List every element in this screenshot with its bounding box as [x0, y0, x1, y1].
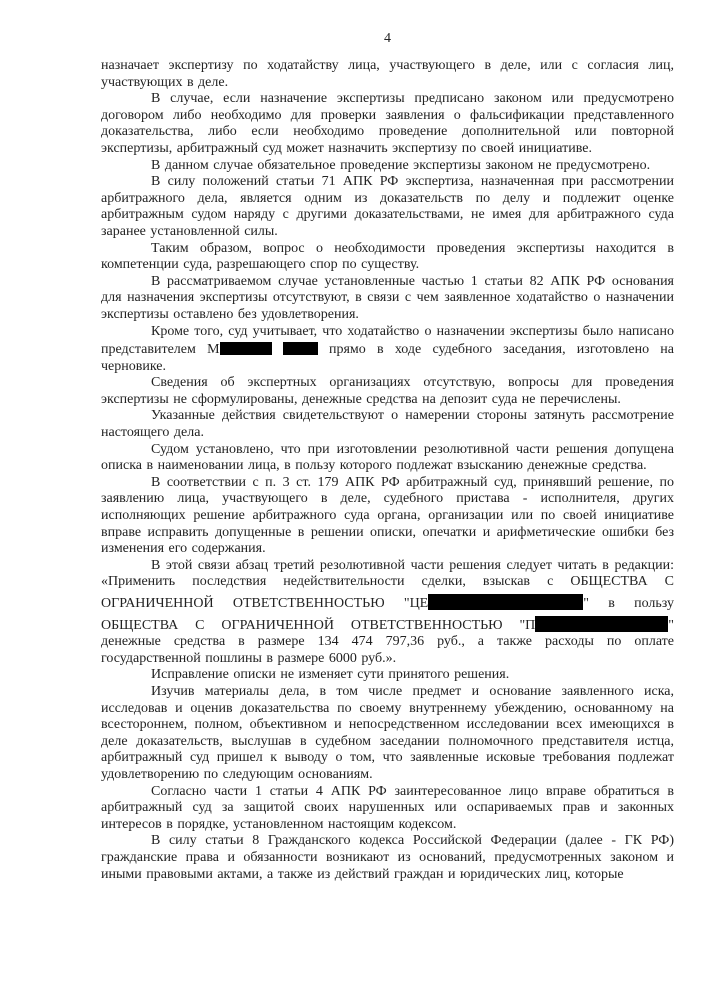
redaction-bar — [535, 616, 668, 632]
paragraph-text: прямо в ходе судебного заседания, изготовлено на черновике. — [101, 342, 675, 374]
paragraph — [101, 174, 674, 240]
paragraph-text: " в пользу ОБЩЕСТВА С ОГРАНИЧЕННОЙ ОТВЕТСТВЕННОСТЬЮ "П — [101, 596, 674, 633]
redaction-bar — [220, 342, 272, 355]
paragraph — [101, 833, 674, 883]
paragraph-text: " денежные средства в размере 134 474 797,36 руб., а также расходы по оплате государственной пошлины в размере 6000 руб.». — [101, 617, 674, 666]
paragraph-text: В этой связи абзац третий резолютивной части решения следует читать в редакции: «Применить последствия недействительности сделки, взыскав с ОБЩЕСТВА С ОГРАНИЧЕННОЙ ОТВЕТСТВЕННОСТЬЮ "ЦЕ — [101, 557, 674, 611]
document-body — [101, 58, 674, 883]
paragraph — [101, 158, 674, 175]
paragraph — [101, 442, 674, 475]
redaction-bar — [283, 342, 318, 355]
paragraph — [101, 667, 674, 684]
paragraph — [101, 91, 674, 157]
paragraph-text: В данном случае обязательное проведение экспертизы законом не предусмотрено. — [151, 157, 651, 173]
paragraph-text: В силу положений статьи 71 АПК РФ экспертиза, назначенная при рассмотрении арбитражного дела, является одним из доказательств по делу и подлежит оценке арбитражным судом наряду с другими доказательствами, не имея для арбитражного суда заранее установленной силы. — [101, 174, 674, 239]
paragraph-text: В случае, если назначение экспертизы предписано законом или предусмотрено договором либо необходимо для проверки заявления о фальсификации представленного доказательства, либо если необходимо проведение дополнительной или повторной экспертизы, арбитражный суд может назначить экспертизу по своей инициативе. — [101, 91, 674, 156]
paragraph — [101, 408, 674, 441]
paragraph-text — [272, 342, 283, 357]
paragraph — [101, 241, 674, 274]
paragraph-text: В силу статьи 8 Гражданского кодекса Российской Федерации (далее - ГК РФ) гражданские права и обязанности возникают из оснований, предусмотренных законом и иными правовыми актами, а также из действий граждан и юридических лиц, которые — [101, 833, 674, 882]
paragraph-text: назначает экспертизу по ходатайству лица, участвующего в деле, или с согласия лиц, участвующих в деле. — [101, 58, 674, 90]
paragraph — [101, 274, 674, 324]
paragraph — [101, 784, 674, 834]
paragraph — [101, 375, 674, 408]
paragraph-text: Сведения об экспертных организациях отсутствую, вопросы для проведения экспертизы не сформулированы, денежные средства на депозит суда не перечислены. — [101, 375, 674, 407]
paragraph-text: Судом установлено, что при изготовлении резолютивной части решения допущена описка в наименовании лица, в пользу которого подлежат взысканию денежные средства. — [101, 441, 674, 474]
paragraph — [101, 324, 674, 376]
paragraph — [101, 58, 674, 91]
page-number: 4 — [384, 31, 391, 46]
paragraph-text: Указанные действия свидетельствуют о намерении стороны затянуть рассмотрение настоящего дела. — [101, 408, 674, 441]
paragraph-text: Таким образом, вопрос о необходимости проведения экспертизы находится в компетенции суда, разрешающего спор по существу. — [101, 240, 674, 273]
paragraph-text: Кроме того, суд учитывает, что ходатайство о назначении экспертизы было написано представителем М — [101, 323, 674, 358]
paragraph-text: Согласно части 1 статьи 4 АПК РФ заинтересованное лицо вправе обратиться в арбитражный суд за защитой своих нарушенных или оспариваемых прав и законных интересов в порядке, установленном настоящим кодексом. — [101, 783, 674, 832]
paragraph-text: Изучив материалы дела, в том числе предмет и основание заявленного иска, исследовав и оценив доказательства по своему внутреннему убеждению, основанному на всестороннем, полном, объективном и непосредственном исследовании всех имеющихся в деле доказательств, выслушав в судебном заседании полномочного представителя истца, арбитражный суд пришел к выводу о том, что заявленные исковые требования подлежат удовлетворению по следующим основаниям. — [101, 683, 674, 782]
paragraph — [101, 558, 674, 668]
paragraph-text: Исправление описки не изменяет сути принятого решения. — [151, 667, 510, 683]
redaction-bar — [428, 594, 583, 610]
paragraph-text: В соответствии с п. 3 ст. 179 АПК РФ арбитражный суд, принявший решение, по заявлению лица, участвующего в деле, судебного пристава - исполнителя, других исполняющих решение арбитражного суда органа, организации или по своей инициативе вправе исправить допущенные в решении описки, опечатки и арифметические ошибки без изменения его содержания. — [101, 474, 674, 557]
paragraph — [101, 684, 674, 784]
paragraph — [101, 475, 674, 558]
paragraph-text: В рассматриваемом случае установленные частью 1 статьи 82 АПК РФ основания для назначения экспертизы отсутствуют, в связи с чем заявленное ходатайство о назначении экспертизы оставлено без удовлетворения. — [101, 273, 674, 322]
